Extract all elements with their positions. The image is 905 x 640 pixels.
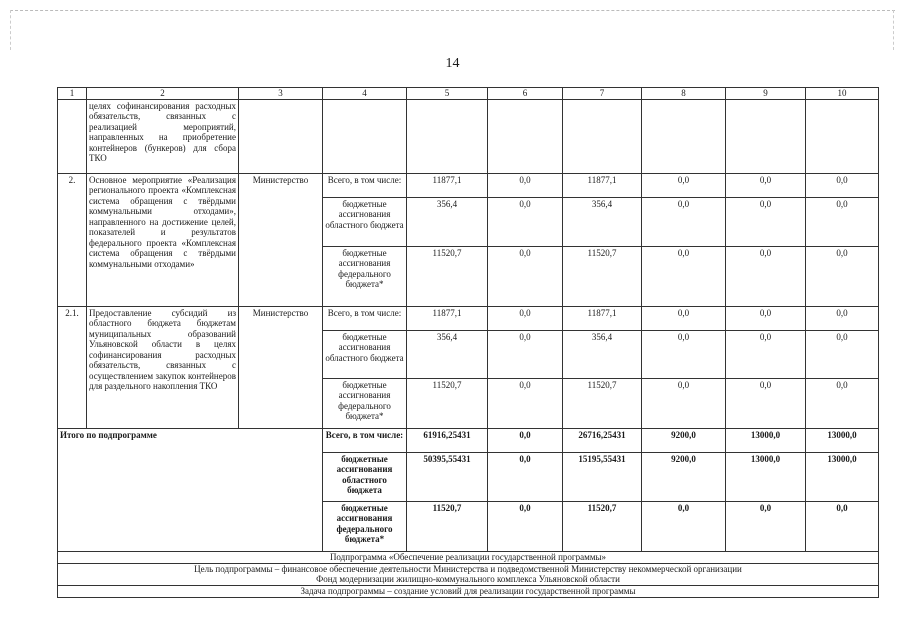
value-cell: 0,0 bbox=[806, 501, 879, 551]
value-cell: 11877,1 bbox=[563, 173, 642, 197]
subprogram-task-row bbox=[58, 585, 879, 597]
value-cell: 11520,7 bbox=[563, 378, 642, 428]
value-cell: 11520,7 bbox=[407, 378, 488, 428]
value-cell: 0,0 bbox=[806, 306, 879, 330]
column-header: 8 bbox=[642, 88, 726, 100]
page-number: 14 bbox=[445, 56, 460, 71]
subprogram-goal-row bbox=[58, 563, 879, 585]
funding-source: Всего, в том числе: bbox=[323, 173, 407, 197]
column-header: 10 bbox=[806, 88, 879, 100]
row-number: 2. bbox=[58, 173, 87, 306]
scan-edge-top bbox=[10, 10, 895, 11]
value-cell: 0,0 bbox=[488, 246, 563, 306]
value-cell: 11520,7 bbox=[407, 501, 488, 551]
value-cell: 50395,55431 bbox=[407, 452, 488, 501]
column-header: 7 bbox=[563, 88, 642, 100]
value-cell: 0,0 bbox=[726, 330, 806, 378]
value-cell: 61916,25431 bbox=[407, 428, 488, 452]
value-cell: 0,0 bbox=[806, 246, 879, 306]
value-cell: 0,0 bbox=[806, 197, 879, 246]
value-cell: 11520,7 bbox=[563, 501, 642, 551]
subprogram-title-row bbox=[58, 551, 879, 563]
funding-source: Всего, в том числе: bbox=[323, 428, 407, 452]
table-row bbox=[58, 99, 879, 173]
value-cell: 0,0 bbox=[642, 173, 726, 197]
value-cell: 0,0 bbox=[726, 173, 806, 197]
value-cell: 0,0 bbox=[642, 246, 726, 306]
subprogram-goal-line-2: Фонд модернизации жилищно-коммунального комплекса Ульяновской области bbox=[316, 574, 620, 584]
row-executor: Министерство bbox=[239, 173, 323, 306]
value-cell: 0,0 bbox=[726, 501, 806, 551]
subprogram-title: Подпрограмма «Обеспечение реализации государственной программы» bbox=[58, 551, 879, 563]
value-cell: 0,0 bbox=[488, 197, 563, 246]
value-cell: 0,0 bbox=[642, 330, 726, 378]
value-cell: 11520,7 bbox=[407, 246, 488, 306]
value-cell: 0,0 bbox=[488, 330, 563, 378]
value-cell: 11877,1 bbox=[407, 306, 488, 330]
column-header: 2 bbox=[87, 88, 239, 100]
funding-source: бюджетные ассигнования федерального бюджета* bbox=[323, 501, 407, 551]
value-cell: 11877,1 bbox=[407, 173, 488, 197]
column-header: 1 bbox=[58, 88, 87, 100]
value-cell: 13000,0 bbox=[726, 428, 806, 452]
value-cell: 356,4 bbox=[563, 197, 642, 246]
value-cell: 11520,7 bbox=[563, 246, 642, 306]
column-header: 4 bbox=[323, 88, 407, 100]
value-cell: 356,4 bbox=[563, 330, 642, 378]
value-cell: 0,0 bbox=[642, 378, 726, 428]
funding-source: бюджетные ассигнования областного бюджета bbox=[323, 330, 407, 378]
row-description: целях софинансирования расходных обязательств, связанных с реализацией мероприятий, направленных на приобретение контейнеров (бункеров) для сбора ТКО bbox=[87, 99, 239, 173]
funding-source: бюджетные ассигнования областного бюджета bbox=[323, 197, 407, 246]
row-executor: Министерство bbox=[239, 306, 323, 428]
value-cell: 0,0 bbox=[726, 378, 806, 428]
value-cell: 0,0 bbox=[806, 173, 879, 197]
value-cell: 13000,0 bbox=[806, 428, 879, 452]
value-cell: 356,4 bbox=[407, 197, 488, 246]
funding-source: бюджетные ассигнования областного бюджета bbox=[323, 452, 407, 501]
column-header: 5 bbox=[407, 88, 488, 100]
value-cell: 0,0 bbox=[488, 452, 563, 501]
value-cell: 13000,0 bbox=[726, 452, 806, 501]
value-cell: 11877,1 bbox=[563, 306, 642, 330]
column-header: 9 bbox=[726, 88, 806, 100]
value-cell: 26716,25431 bbox=[563, 428, 642, 452]
funding-source: бюджетные ассигнования федерального бюджета* bbox=[323, 246, 407, 306]
funding-source: Всего, в том числе: bbox=[323, 306, 407, 330]
value-cell: 0,0 bbox=[488, 173, 563, 197]
value-cell: 0,0 bbox=[726, 306, 806, 330]
value-cell: 0,0 bbox=[726, 197, 806, 246]
value-cell: 0,0 bbox=[642, 197, 726, 246]
value-cell: 0,0 bbox=[726, 246, 806, 306]
budget-table bbox=[57, 87, 879, 598]
column-header: 6 bbox=[488, 88, 563, 100]
value-cell: 15195,55431 bbox=[563, 452, 642, 501]
value-cell: 9200,0 bbox=[642, 428, 726, 452]
total-label: Итого по подпрограмме bbox=[58, 428, 323, 551]
value-cell: 0,0 bbox=[642, 306, 726, 330]
row-description: Предоставление субсидий из областного бюджета бюджетам муниципальных образований Ульяновской области в целях софинансирования расходных обязательств, связанных с осуществлением закупок контейнеров для раздельного накопления ТКО bbox=[87, 306, 239, 428]
scan-edge-right bbox=[893, 10, 894, 50]
table-row-total bbox=[58, 428, 879, 452]
value-cell: 0,0 bbox=[642, 501, 726, 551]
column-header-row bbox=[58, 88, 879, 100]
subprogram-task: Задача подпрограммы – создание условий для реализации государственной программы bbox=[58, 585, 879, 597]
value-cell: 9200,0 bbox=[642, 452, 726, 501]
scan-edge-left bbox=[10, 10, 11, 50]
value-cell: 356,4 bbox=[407, 330, 488, 378]
value-cell: 0,0 bbox=[488, 306, 563, 330]
funding-source: бюджетные ассигнования федерального бюджета* bbox=[323, 378, 407, 428]
value-cell: 0,0 bbox=[488, 428, 563, 452]
table-row bbox=[58, 306, 879, 330]
row-number: 2.1. bbox=[58, 306, 87, 428]
row-description: Основное мероприятие «Реализация регионального проекта «Комплексная система обращения с твёрдыми коммунальными отходами», направленного на достижение целей, показателей и результатов федерального проекта «Комплексная система обращения с твёрдыми коммунальными отходами» bbox=[87, 173, 239, 306]
value-cell: 13000,0 bbox=[806, 452, 879, 501]
value-cell: 0,0 bbox=[488, 501, 563, 551]
value-cell: 0,0 bbox=[806, 378, 879, 428]
subprogram-goal-line-1: Цель подпрограммы – финансовое обеспечение деятельности Министерства и подведомственной Министерству некоммерческой организации bbox=[194, 563, 742, 574]
value-cell: 0,0 bbox=[488, 378, 563, 428]
table-row bbox=[58, 173, 879, 197]
column-header: 3 bbox=[239, 88, 323, 100]
subprogram-goal bbox=[58, 563, 879, 585]
value-cell: 0,0 bbox=[806, 330, 879, 378]
